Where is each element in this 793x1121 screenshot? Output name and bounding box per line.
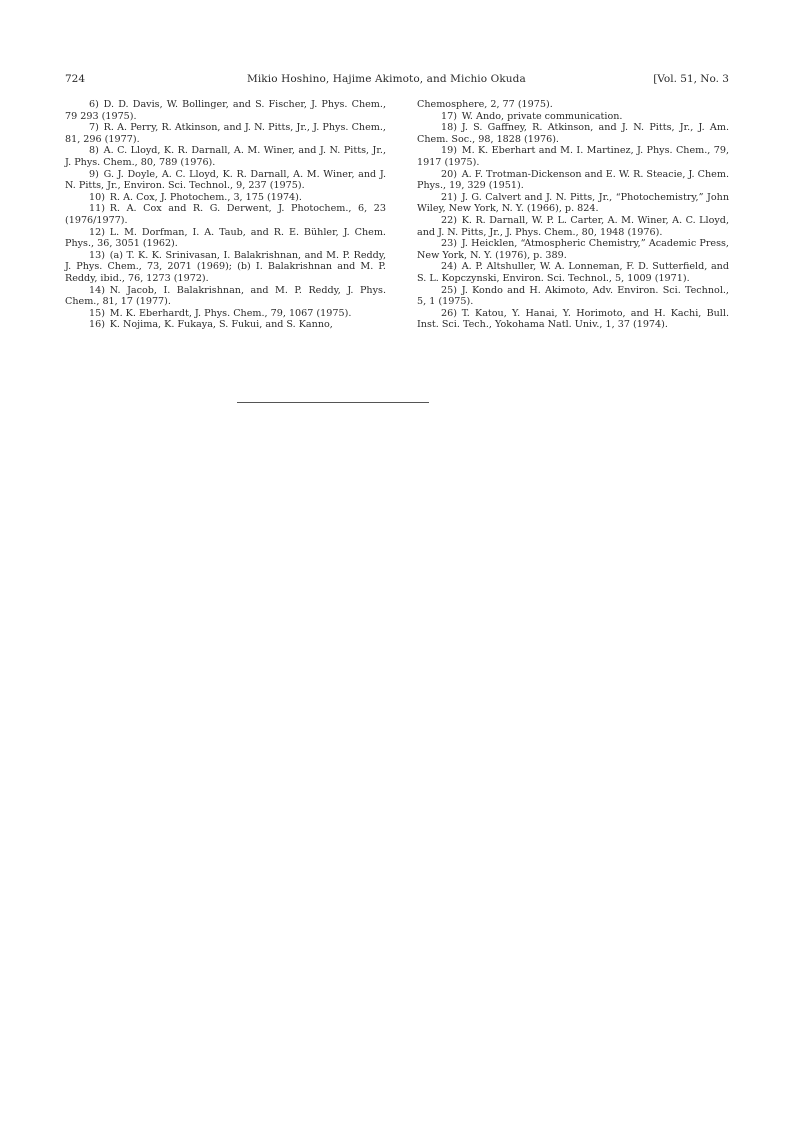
reference-number: 10) xyxy=(89,191,105,203)
reference-number: 23) xyxy=(441,238,457,250)
reference-text: T. Katou, Y. Hanai, Y. Horimoto, and H. Kachi, Bull. Inst. Sci. Tech., Yokohama Natl. Univ., 1, 37 (1974). xyxy=(417,307,729,331)
references-right-column xyxy=(417,99,729,331)
reference-text: G. J. Doyle, A. C. Lloyd, K. R. Darnall, A. M. Winer, and J. N. Pitts, Jr., Environ. Sci. Technol., 9, 237 (1975). xyxy=(65,168,386,192)
reference-text: R. A. Perry, R. Atkinson, and J. N. Pitts, Jr., J. Phys. Chem., 81, 296 (1977). xyxy=(65,122,386,145)
reference-number: 26) xyxy=(441,307,457,319)
reference-text: R. A. Cox and R. G. Derwent, J. Photochem., 6, 23 (1976/1977). xyxy=(65,203,386,226)
reference-number: 20) xyxy=(441,168,457,180)
reference-text: M. K. Eberhardt, J. Phys. Chem., 79, 1067 (1975). xyxy=(109,307,352,319)
reference-number: 17) xyxy=(441,110,457,122)
reference-item xyxy=(417,285,729,308)
reference-number: 8) xyxy=(89,145,99,157)
reference-text: W. Ando, private communication. xyxy=(461,110,623,122)
reference-number: 18) xyxy=(441,122,457,134)
reference-number: 24) xyxy=(441,261,457,273)
reference-item xyxy=(65,308,386,320)
reference-text: A. P. Altshuller, W. A. Lonneman, F. D. Sutterfield, and S. L. Kopczynski, Environ. Sci. Technol., 5, 1009 (1971). xyxy=(417,261,729,284)
reference-number: 16) xyxy=(89,319,105,331)
reference-item xyxy=(65,285,386,308)
reference-item xyxy=(65,192,386,204)
reference-item xyxy=(65,250,386,285)
end-rule xyxy=(237,402,429,403)
reference-number: 25) xyxy=(441,284,457,296)
reference-item xyxy=(65,169,386,192)
references-left-column xyxy=(65,99,386,331)
reference-item xyxy=(417,308,729,331)
reference-number: 14) xyxy=(89,284,105,296)
reference-number: 9) xyxy=(89,168,99,180)
reference-number: 6) xyxy=(89,99,99,110)
reference-text: N. Jacob, I. Balakrishnan, and M. P. Reddy, J. Phys. Chem., 81, 17 (1977). xyxy=(65,284,386,308)
page-number: 724 xyxy=(65,73,86,85)
reference-text: D. D. Davis, W. Bollinger, and S. Fischer, J. Phys. Chem., 79 293 (1975). xyxy=(65,99,386,122)
reference-text: M. K. Eberhart and M. I. Martinez, J. Phys. Chem., 79, 1917 (1975). xyxy=(417,145,729,168)
reference-number: 11) xyxy=(89,203,105,215)
reference-text: J. S. Gaffney, R. Atkinson, and J. N. Pitts, Jr., J. Am. Chem. Soc., 98, 1828 (1976). xyxy=(417,122,729,145)
reference-number: 7) xyxy=(89,122,99,134)
reference-text: J. G. Calvert and J. N. Pitts, Jr., “Photochemistry,” John Wiley, New York, N. Y. (1966), p. 824. xyxy=(417,191,729,215)
reference-item xyxy=(417,238,729,261)
reference-text: J. Kondo and H. Akimoto, Adv. Environ. Sci. Technol., 5, 1 (1975). xyxy=(417,284,729,308)
reference-text: L. M. Dorfman, I. A. Taub, and R. E. Bühler, J. Chem. Phys., 36, 3051 (1962). xyxy=(65,226,386,250)
reference-item xyxy=(65,145,386,168)
reference-text: R. A. Cox, J. Photochem., 3, 175 (1974). xyxy=(109,191,302,203)
reference-number: 19) xyxy=(441,145,457,157)
reference-item xyxy=(417,192,729,215)
reference-item xyxy=(65,227,386,250)
reference-number: 22) xyxy=(441,214,457,226)
reference-item xyxy=(417,122,729,145)
running-header-volume: [Vol. 51, No. 3 xyxy=(653,73,729,85)
reference-item xyxy=(65,319,386,331)
reference-text: A. C. Lloyd, K. R. Darnall, A. M. Winer, and J. N. Pitts, Jr., J. Phys. Chem., 80, 789 (1976). xyxy=(65,145,386,168)
reference-item xyxy=(65,99,386,122)
reference-item xyxy=(65,122,386,145)
running-header xyxy=(65,72,729,86)
reference-text: A. F. Trotman-Dickenson and E. W. R. Steacie, J. Chem. Phys., 19, 329 (1951). xyxy=(417,168,730,192)
reference-text: K. R. Darnall, W. P. L. Carter, A. M. Winer, A. C. Lloyd, and J. N. Pitts, Jr., J. Phys. Chem., 80, 1948 (1976). xyxy=(417,214,729,238)
reference-number: 15) xyxy=(89,307,105,319)
reference-text: (a) T. K. K. Srinivasan, I. Balakrishnan, and M. P. Reddy, J. Phys. Chem., 73, 2071 (1969); (b) I. Balakrishnan and M. P. Reddy, ibid., 76, 1273 (1972). xyxy=(65,249,386,284)
reference-item xyxy=(417,145,729,168)
reference-text: J. Heicklen, “Atmospheric Chemistry,” Academic Press, New York, N. Y. (1976), p. 389. xyxy=(417,238,729,261)
reference-text: Chemosphere, 2, 77 (1975). xyxy=(417,99,553,110)
reference-item xyxy=(417,99,729,111)
reference-number: 13) xyxy=(89,249,105,261)
reference-number: 12) xyxy=(89,226,105,238)
reference-item xyxy=(417,215,729,238)
reference-text: K. Nojima, K. Fukaya, S. Fukui, and S. Kanno, xyxy=(109,319,333,331)
reference-item xyxy=(417,169,729,192)
reference-number: 21) xyxy=(441,191,457,203)
running-header-authors: Mikio Hoshino, Hajime Akimoto, and Michio Okuda xyxy=(247,73,526,85)
reference-item xyxy=(65,203,386,226)
reference-item xyxy=(417,111,729,123)
reference-item xyxy=(417,261,729,284)
